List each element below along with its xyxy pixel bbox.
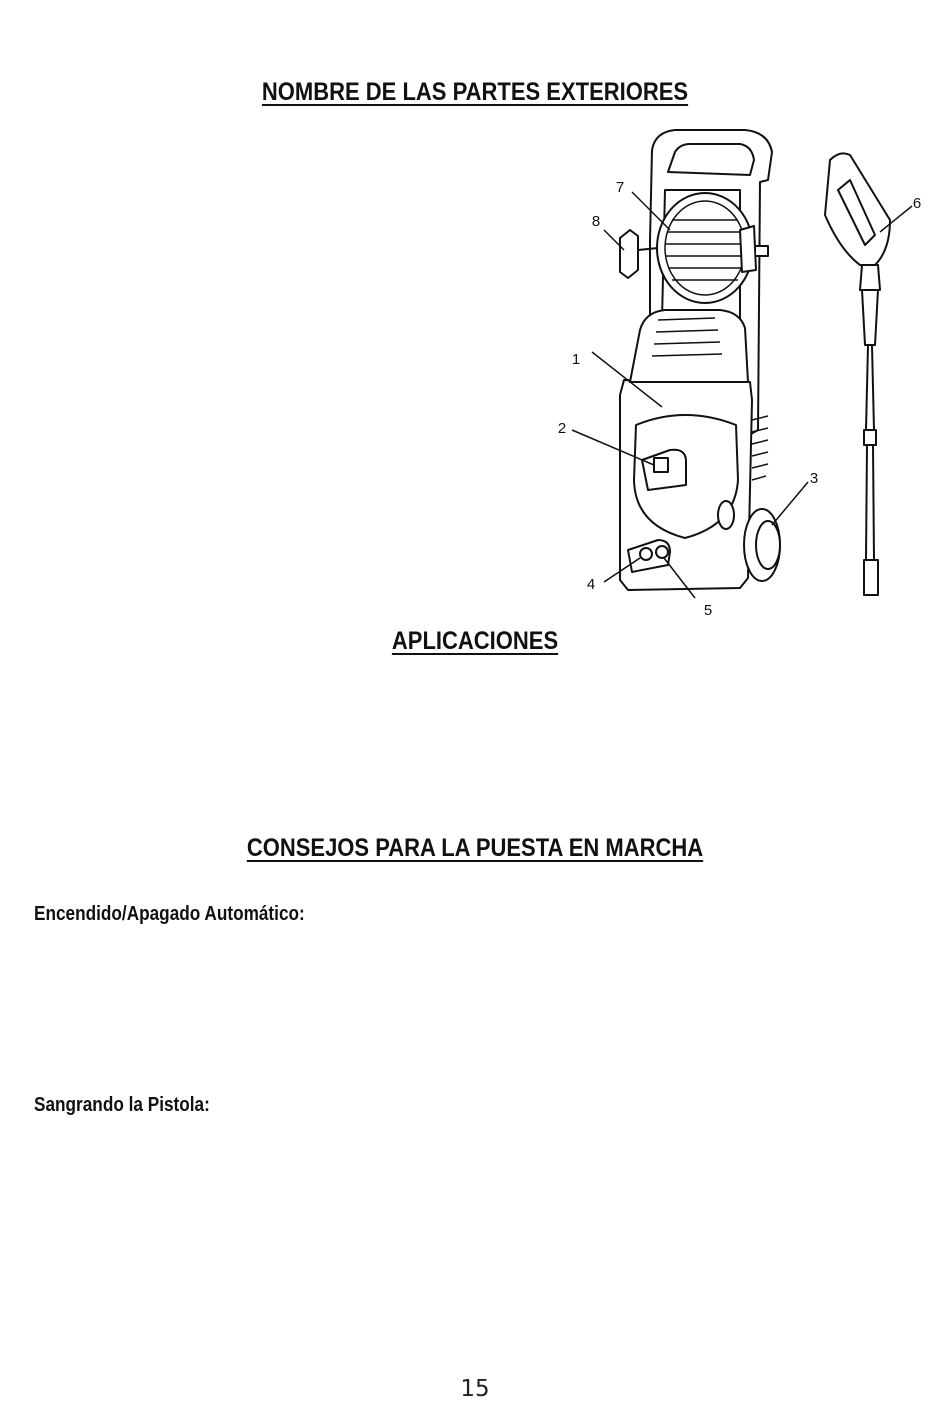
- pressure-washer-drawing: [620, 130, 780, 590]
- auto-on-off-subheading: Encendido/Apagado Automático:: [34, 903, 305, 925]
- parts-heading: NOMBRE DE LAS PARTES EXTERIORES: [261, 78, 689, 106]
- applications-heading: APLICACIONES: [391, 627, 559, 655]
- spray-gun-drawing: [825, 153, 890, 595]
- callout-7: 7: [615, 179, 625, 196]
- callout-8: 8: [591, 213, 601, 230]
- callout-3: 3: [809, 470, 819, 487]
- callout-4: 4: [586, 576, 596, 593]
- callout-2: 2: [557, 420, 567, 437]
- callout-1: 1: [571, 351, 581, 368]
- callout-6: 6: [912, 195, 922, 212]
- bleeding-subheading: Sangrando la Pistola:: [34, 1094, 210, 1116]
- callout-5: 5: [703, 602, 713, 619]
- page-number: 15: [460, 1376, 490, 1402]
- pressure-washer-diagram: [540, 120, 940, 620]
- startup-heading: CONSEJOS PARA LA PUESTA EN MARCHA: [246, 834, 704, 862]
